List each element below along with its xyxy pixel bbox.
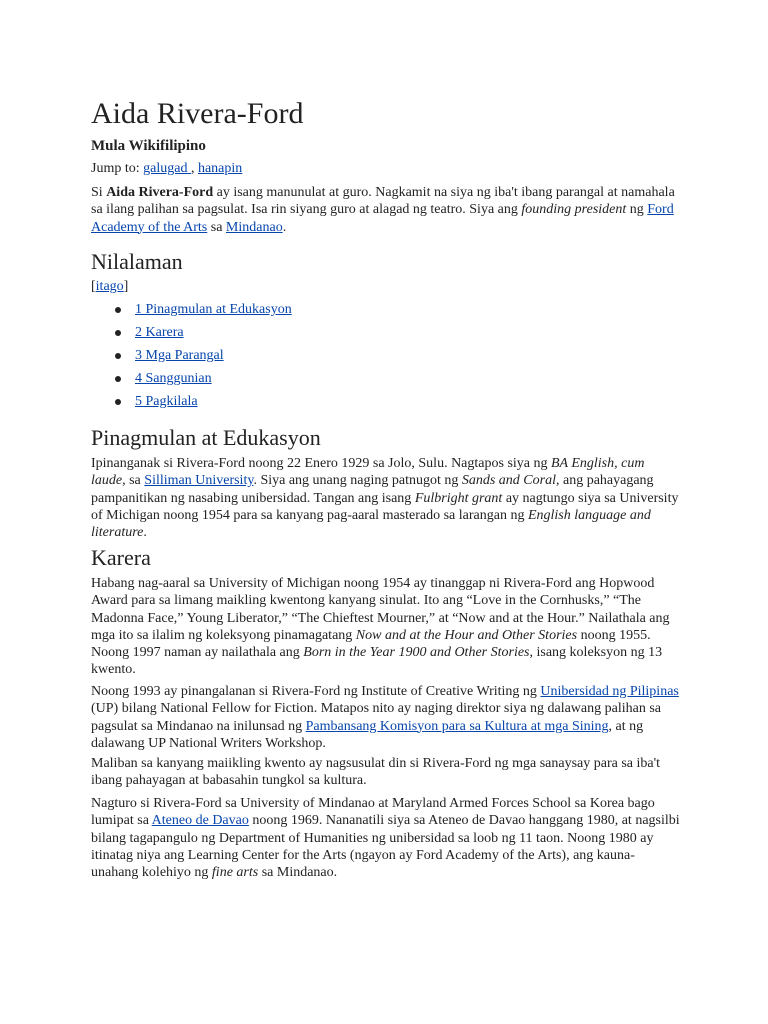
toc-link-sanggunian[interactable]: 4 Sanggunian [135,371,212,386]
section-pinagmulan-paragraph [91,455,681,541]
bullet-icon [115,307,121,313]
ateneo-de-davao-link[interactable]: Ateneo de Davao [151,813,249,829]
book-title-text: Now and at the Hour and Other Stories [355,627,578,643]
jump-to-separator: , [190,161,198,176]
paragraph-text: Ipinanganak si Rivera-Ford noong 22 Enero 1929 sa Jolo, Sulu. Nagtapos siya ng [91,456,551,471]
intro-text: . [282,219,287,235]
jump-to-label: Jump to: [91,161,140,176]
toc-heading: Nilalaman [91,249,183,274]
ford-academy-link[interactable]: Ford Academy of the Arts [91,202,674,235]
intro-text: Si [91,185,107,200]
silliman-link[interactable]: Silliman University [144,473,254,489]
paragraph-text: noong 1969. Nananatili siya sa Ateneo de Davao hanggang 1980, at nagsilbi bilang tagapangulo ng Department of Humanities ng unibersidad sa loob ng 11 taon. Noong 1980 ay itinatag niya ang Learning Center for the Arts (ngayon ay Ford Academy of the Arts), ang kauna-unahang kolehiyo ng [91,813,680,881]
paragraph-text: (UP) bilang National Fellow for Fiction. Matapos nito ay naging direktor siya ng dalawang palihan sa pagsulat sa Mindanao na inilunsad ng [91,701,661,734]
toc-item [135,392,292,415]
jump-to-search-link[interactable]: hanapin [197,161,243,176]
field-text: English language and literature [91,507,651,541]
toc-link-pagkilala[interactable]: 5 Pagkilala [135,394,198,409]
toc-link-karera[interactable]: 2 Karera [135,325,184,340]
bullet-icon [115,399,121,405]
bullet-icon [115,376,121,382]
intro-text: ay isang manunulat at guro. Nagkamit na siya ng iba't ibang parangal at namahala sa ilang palihan sa pagsulat. Isa rin siyang guro at alagad ng teatro. Siya ang [91,185,675,218]
paragraph-text: Noong 1993 ay pinangalanan si Rivera-Ford ng Institute of Creative Writing ng [91,684,541,699]
section-karera-paragraph-4 [91,795,681,881]
toc-bracket-close: ] [123,279,129,294]
intro-name: Aida Rivera-Ford [106,185,214,200]
fine-arts-text: fine arts [211,865,259,881]
paragraph-text: Nagturo si Rivera-Ford sa University of Mindanao at Maryland Armed Forces School sa Korea bago lumipat sa [91,796,655,829]
paragraph-text: ay nagtungo siya sa University of Michigan noong 1954 para sa kanyang pag-aaral masterado sa larangan ng [91,490,679,523]
intro-paragraph [91,184,681,236]
section-karera-paragraph-1 [91,575,681,679]
toc-item [135,323,292,346]
page-subtitle: Mula Wikifilipino [91,138,206,154]
jump-to-bar [91,160,681,177]
section-karera-paragraph-2 [91,683,681,752]
toc-item [135,300,292,323]
toc-item [135,346,292,369]
paragraph-text: , isang koleksyon ng 13 kwento. [91,645,663,678]
mindanao-link[interactable]: Mindanao [225,219,283,235]
paragraph-text: sa Mindanao. [258,865,338,881]
paragraph-text: noong 1955. Noong 1997 naman ay nailathala ang [91,627,651,661]
toc-bracket-open: [ [91,279,96,294]
up-link[interactable]: Unibersidad ng Pilipinas [540,684,679,699]
toc-item [135,369,292,392]
sands-and-coral-text: Sands and Coral [461,473,556,489]
paragraph-text: . Siya ang unang naging patnugot ng [253,473,462,489]
section-heading-karera: Karera [91,545,151,570]
bullet-icon [115,353,121,359]
paragraph-text: . [143,525,147,541]
book-title-text: Born in the Year 1900 and Other Stories [303,645,530,661]
ncca-link[interactable]: Pambansang Komisyon para sa Kultura at mga Sining [305,718,609,734]
fulbright-text: Fulbright grant [414,490,503,506]
paragraph-text: , sa [122,473,145,489]
paragraph-text: , ang pahayagang pampanitikan ng nasabing unibersidad. Tangan ang isang [91,473,654,506]
toc-link-pinagmulan[interactable]: 1 Pinagmulan at Edukasyon [135,302,292,317]
toc-list [91,300,292,415]
bullet-icon [115,330,121,336]
degree-text: BA English, cum laude [91,456,645,489]
toc-hide-link[interactable]: itago [95,279,124,294]
paragraph-text: Habang nag-aaral sa University of Michigan noong 1954 ay tinanggap ni Rivera-Ford ang Hopwood Award para sa limang maikling kwentong kanyang sinulat. Ito ang “Love in the Cornhusks,” “The Madonna Face,” Young Liberator,” “The Chieftest Mourner,” at “Now and at the Hour.” Nailathala ang mga ito sa ilalim ng koleksyong pinamagatang [91,576,670,643]
toc-link-parangal[interactable]: 3 Mga Parangal [135,348,224,363]
paragraph-text: Maliban sa kanyang maiikling kwento ay nagsusulat din si Rivera-Ford ng mga sanaysay para sa iba't ibang pahayagan at babasahin tungkol sa kultura. [91,756,661,789]
jump-to-navigation-link[interactable]: galugad [143,161,191,176]
paragraph-text: , at ng dalawang UP National Writers Workshop. [91,718,644,751]
toc-toggle [91,278,128,296]
intro-text: sa [207,219,226,235]
page-title: Aida Rivera-Ford [91,97,304,130]
intro-text: ng [626,202,648,218]
intro-founding-president: founding president [521,202,627,218]
section-heading-pinagmulan: Pinagmulan at Edukasyon [91,425,321,450]
section-karera-paragraph-3 [91,755,681,790]
